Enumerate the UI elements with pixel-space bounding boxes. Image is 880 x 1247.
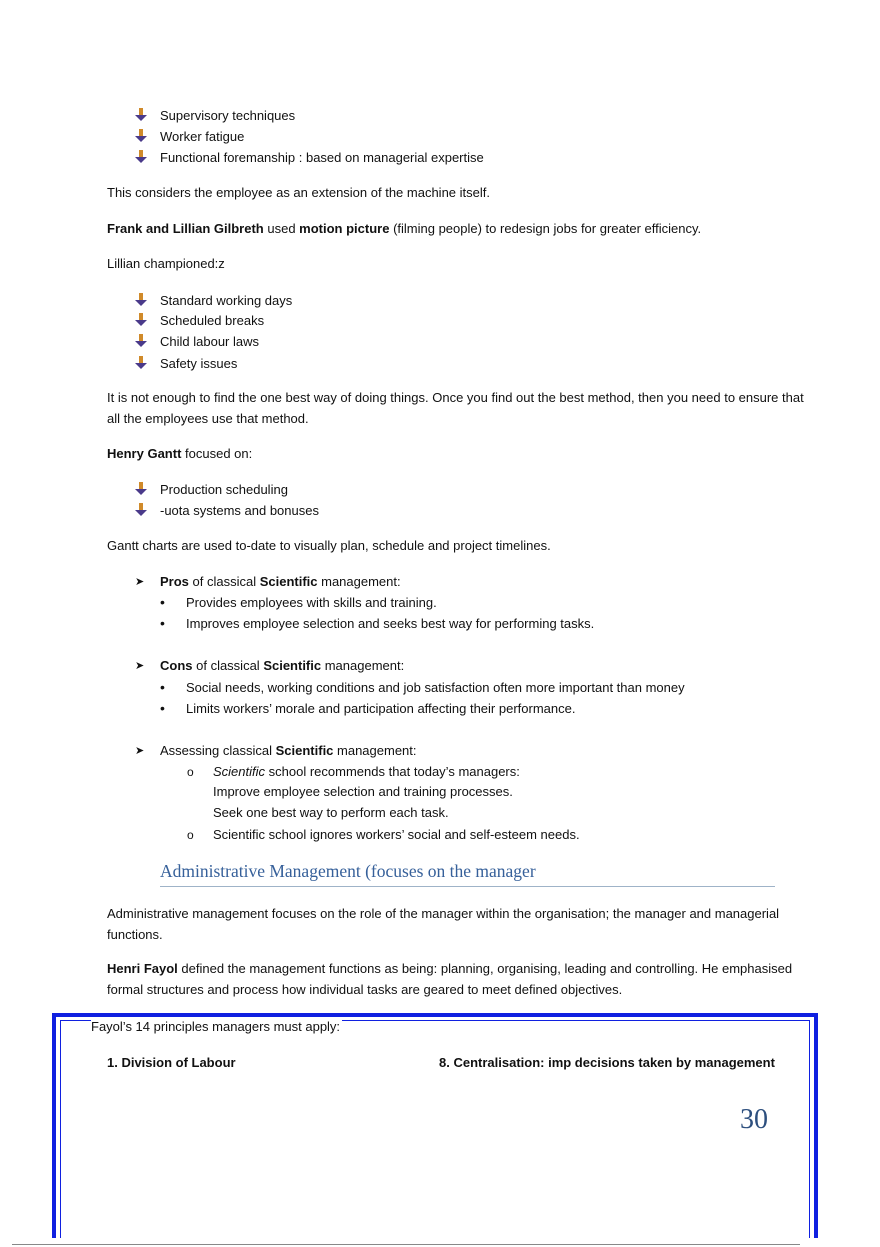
bullet-dot-icon: • — [160, 700, 165, 716]
arrow-bullet-icon — [133, 481, 149, 497]
principle-1: 1. Division of Labour — [107, 1055, 236, 1070]
list-item: Safety issues — [160, 356, 238, 371]
arrow-bullet-icon — [133, 128, 149, 144]
arrow-bullet-icon — [133, 292, 149, 308]
list-item: Worker fatigue — [160, 129, 245, 144]
list-item: -uota systems and bonuses — [160, 503, 319, 518]
arrow-bullet-icon — [133, 312, 149, 328]
gantt-charts-paragraph: Gantt charts are used to-date to visually plan, schedule and project timelines. — [107, 538, 551, 553]
list-item: Child labour laws — [160, 334, 259, 349]
bullet-dot-icon: • — [160, 594, 165, 610]
circle-bullet-icon: o — [187, 765, 194, 779]
arrow-bullet-icon — [133, 355, 149, 371]
section-heading: Administrative Management (focuses on the manager — [160, 860, 775, 887]
bullet-dot-icon: • — [160, 679, 165, 695]
list-item-continuation: Improve employee selection and training processes. — [213, 784, 513, 799]
list-item: Scientific school ignores workers’ social and self-esteem needs. — [213, 827, 580, 842]
arrow-bullet-icon — [133, 107, 149, 123]
fayol-paragraph: Henri Fayol defined the management functions as being: planning, organising, leading and controlling. He emphasised formal structures and process how individual tasks are geared to meet defined objectives. — [107, 961, 793, 997]
arrow-bullet-icon — [133, 333, 149, 349]
list-item: Production scheduling — [160, 482, 288, 497]
list-item: Scientific school recommends that today’s managers: — [213, 764, 520, 779]
bottom-divider — [12, 1244, 800, 1245]
circle-bullet-icon: o — [187, 828, 194, 842]
list-item: Standard working days — [160, 293, 293, 308]
fayol-principles-intro: Fayol’s 14 principles managers must apply: — [91, 1019, 341, 1034]
paragraph-best-way: It is not enough to find the one best way of doing things. Once you find out the best method, then you need to ensure that all the employees use that method. — [107, 390, 804, 426]
list-item-continuation: Seek one best way to perform each task. — [213, 805, 449, 820]
page-border-inner — [60, 1020, 810, 1238]
chevron-right-icon: ➤ — [135, 576, 145, 588]
list-item: Limits workers’ morale and participation affecting their performance. — [186, 701, 576, 716]
bullet-dot-icon: • — [160, 615, 165, 631]
arrow-bullet-icon — [133, 502, 149, 518]
chevron-right-icon: ➤ — [135, 745, 145, 757]
paragraph-machine: This considers the employee as an extension of the machine itself. — [107, 185, 490, 200]
list-item: Provides employees with skills and training. — [186, 595, 437, 610]
assessing-heading: Assessing classical Scientific management: — [160, 743, 417, 758]
pros-heading: Pros of classical Scientific management: — [160, 574, 401, 589]
list-item: Functional foremanship : based on managerial expertise — [160, 150, 484, 165]
list-item: Scheduled breaks — [160, 313, 265, 328]
paragraph-gilbreth: Frank and Lillian Gilbreth used motion picture (filming people) to redesign jobs for greater efficiency. — [107, 221, 702, 236]
principle-8: 8. Centralisation: imp decisions taken by management — [439, 1055, 775, 1070]
gantt-intro: Henry Gantt focused on: — [107, 446, 253, 461]
list-item: Supervisory techniques — [160, 108, 296, 123]
lillian-intro: Lillian championed:z — [107, 256, 225, 271]
admin-paragraph: Administrative management focuses on the role of the manager within the organisation; the manager and managerial functions. — [107, 906, 780, 942]
arrow-bullet-icon — [133, 149, 149, 165]
page-number: 30 — [740, 1104, 768, 1135]
list-item: Social needs, working conditions and job satisfaction often more important than money — [186, 680, 685, 695]
cons-heading: Cons of classical Scientific management: — [160, 658, 405, 673]
chevron-right-icon: ➤ — [135, 660, 145, 672]
list-item: Improves employee selection and seeks best way for performing tasks. — [186, 616, 595, 631]
